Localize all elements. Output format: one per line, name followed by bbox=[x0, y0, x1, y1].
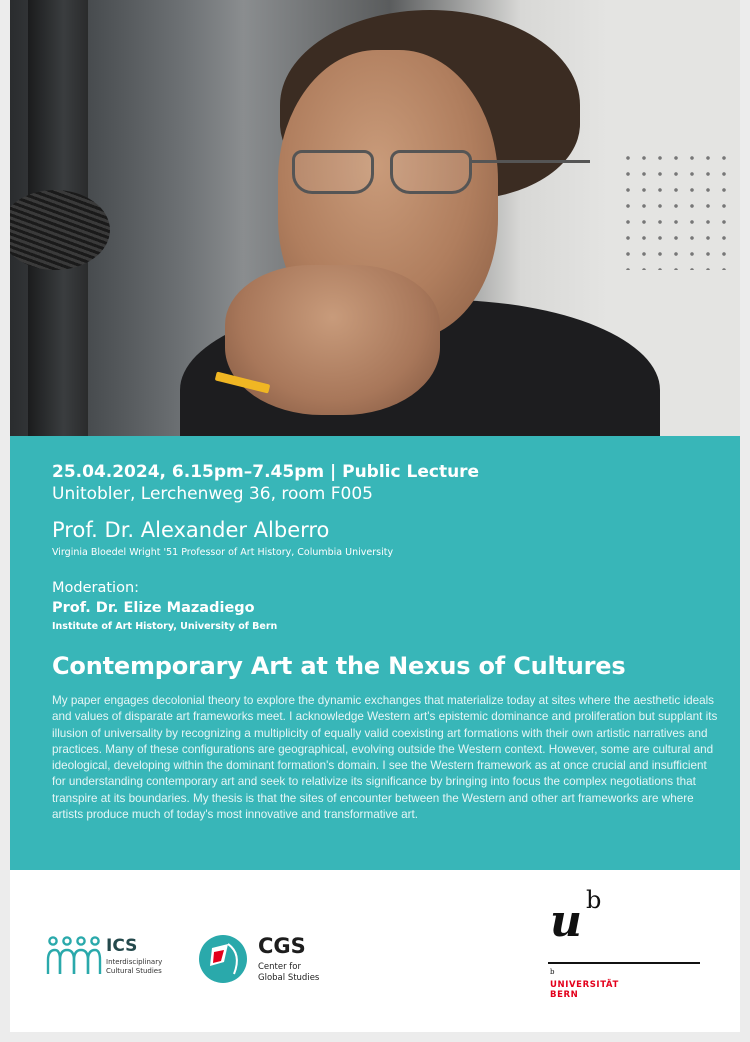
svg-text:u: u bbox=[550, 896, 582, 944]
cgs-abbreviation: CGS bbox=[258, 934, 306, 958]
lecture-abstract: My paper engages decolonial theory to explore the dynamic exchanges that materialize today at sites where the aesthetic ideals and values of disparate art frameworks meet. I acknowledge Western art's epistemic dominance and proliferation but supplant its illusion of universality by recognizing a multiplicity of equally valid coexisting art formations with their own artistic narratives and practices. Many of these configurations are geographical, evolving outside the Western context. However, some are cultural and ideological, developing within the dominant formation's domain. I see the Western framework as at once crucial and insufficient for understanding contemporary art and seek to relativize its significance by bringing into focus the complex negotiations that transpire at its boundaries. My thesis is that the sites of encounter between the Western and other art frameworks are where artists produce much of today's most innovative and transformative art. bbox=[52, 694, 718, 822]
logo-footer bbox=[10, 870, 740, 1032]
cgs-logo bbox=[198, 934, 348, 986]
cgs-full-name bbox=[258, 962, 319, 984]
speaker-photo bbox=[10, 0, 740, 436]
glasses-left-lens bbox=[292, 150, 374, 194]
speaker-title: Virginia Bloedel Wright '51 Professor of Art History, Columbia University bbox=[52, 547, 394, 558]
unibe-small-b: b bbox=[550, 968, 555, 976]
event-info-section bbox=[10, 436, 740, 870]
unibe-name-line-1: UNIVERSITÄT bbox=[550, 980, 619, 990]
moderator-affiliation: Institute of Art History, University of Bern bbox=[52, 621, 278, 632]
cgs-globe-icon bbox=[198, 934, 248, 984]
unibe-name-line-2: BERN bbox=[550, 990, 579, 1000]
lecture-title: Contemporary Art at the Nexus of Cultures bbox=[52, 652, 626, 680]
event-venue: Unitobler, Lerchenweg 36, room F005 bbox=[52, 484, 373, 504]
ics-logo bbox=[46, 936, 186, 980]
unibe-ub-mark-icon bbox=[548, 884, 628, 944]
ics-name-line-1: Interdisciplinary bbox=[106, 958, 163, 966]
moderator-name: Prof. Dr. Elize Mazadiego bbox=[52, 600, 255, 616]
ics-people-icon bbox=[46, 936, 102, 976]
svg-text:b: b bbox=[586, 886, 602, 914]
microphone-icon bbox=[10, 190, 110, 270]
cgs-name-line-2: Global Studies bbox=[258, 973, 320, 983]
ics-name-line-2: Cultural Studies bbox=[106, 967, 162, 975]
cgs-name-line-1: Center for bbox=[258, 962, 301, 972]
moderation-label: Moderation: bbox=[52, 580, 140, 596]
photo-panel-perforation bbox=[620, 150, 730, 270]
speaker-name: Prof. Dr. Alexander Alberro bbox=[52, 518, 330, 542]
unibe-divider bbox=[548, 962, 700, 964]
photo-folded-hands bbox=[225, 265, 440, 415]
glasses-right-lens bbox=[390, 150, 472, 194]
ics-abbreviation: ICS bbox=[106, 936, 138, 956]
unibe-name bbox=[550, 980, 619, 1000]
event-date-time: 25.04.2024, 6.15pm–7.45pm | Public Lecture bbox=[52, 462, 480, 482]
ics-full-name bbox=[106, 958, 162, 976]
lecture-poster bbox=[10, 0, 740, 1032]
glasses-arm bbox=[470, 160, 590, 163]
university-of-bern-logo bbox=[548, 884, 718, 1014]
